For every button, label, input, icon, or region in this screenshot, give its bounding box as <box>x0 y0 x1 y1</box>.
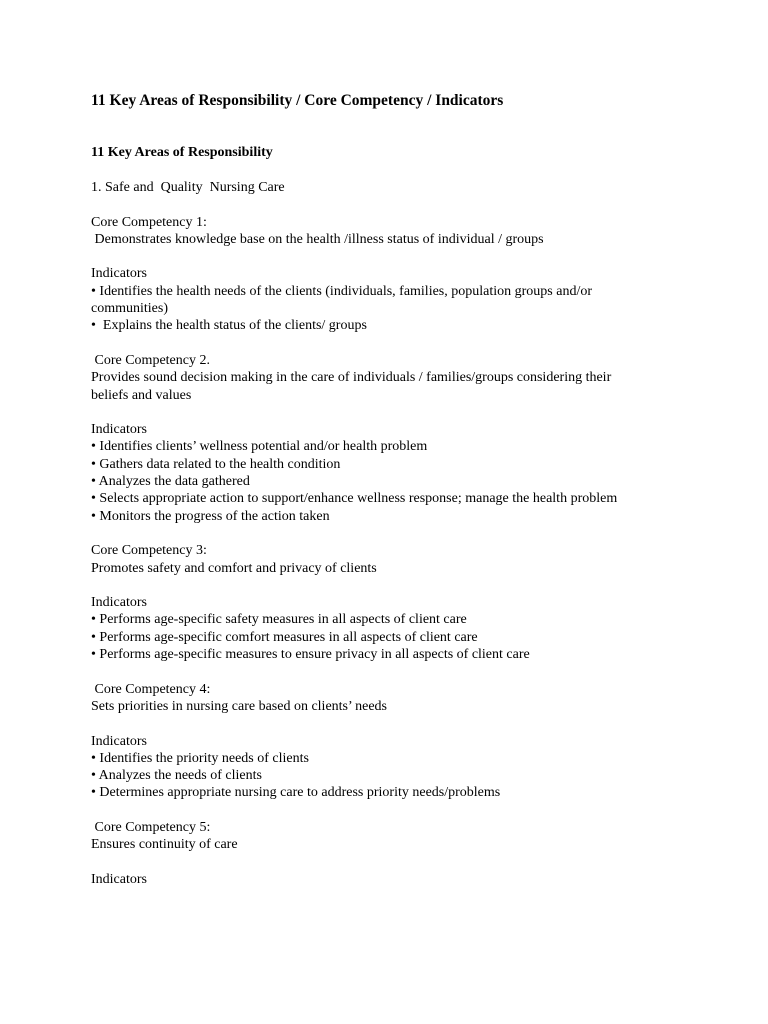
indicator-item: • Monitors the progress of the action taken <box>91 508 330 524</box>
competency-label: Core Competency 4: <box>91 681 211 697</box>
competency-description: beliefs and values <box>91 387 192 403</box>
indicator-item: • Analyzes the data gathered <box>91 474 250 490</box>
indicator-item: • Identifies the health needs of the clients (individuals, families, population groups and/or <box>91 283 593 299</box>
section-heading: 11 Key Areas of Responsibility <box>91 145 273 160</box>
indicator-item: • Identifies the priority needs of clients <box>91 750 309 766</box>
competency-label: Core Competency 5: <box>91 819 211 835</box>
indicator-item: • Explains the health status of the clients/ groups <box>91 318 367 334</box>
competency-description: Provides sound decision making in the care of individuals / families/groups considering their <box>91 370 612 386</box>
indicator-item: • Selects appropriate action to support/enhance wellness response; manage the health problem <box>91 491 618 507</box>
spacer <box>91 335 691 352</box>
competency-label: Core Competency 1: <box>91 214 207 230</box>
indicators-label: Indicators <box>91 266 147 282</box>
competency-description: Promotes safety and comfort and privacy of clients <box>91 560 377 576</box>
indicators-label: Indicators <box>91 595 147 611</box>
competency-description: Ensures continuity of care <box>91 837 238 853</box>
area-heading: 1. Safe and Quality Nursing Care <box>91 180 285 195</box>
competency-label: Core Competency 3: <box>91 543 207 559</box>
indicator-item: • Identifies clients’ wellness potential and/or health problem <box>91 439 428 455</box>
spacer <box>91 196 691 213</box>
indicator-item: • Determines appropriate nursing care to address priority needs/problems <box>91 785 501 801</box>
spacer <box>91 577 691 594</box>
indicators-label: Indicators <box>91 422 147 438</box>
indicator-item: • Analyzes the needs of clients <box>91 768 262 784</box>
spacer <box>91 854 691 871</box>
spacer <box>91 404 691 421</box>
indicator-item: • Performs age-specific safety measures in all aspects of client care <box>91 612 467 628</box>
document-title: 11 Key Areas of Responsibility / Core Competency / Indicators <box>91 92 504 109</box>
spacer <box>91 663 691 680</box>
competency-label: Core Competency 2. <box>91 352 210 368</box>
indicators-label: Indicators <box>91 871 147 887</box>
spacer <box>91 525 691 542</box>
spacer <box>91 248 691 265</box>
indicator-item: • Gathers data related to the health condition <box>91 456 341 472</box>
document-body <box>91 179 691 888</box>
competency-description: Demonstrates knowledge base on the health /illness status of individual / groups <box>91 231 544 247</box>
indicator-item: communities) <box>91 301 168 317</box>
indicator-item: • Performs age-specific comfort measures in all aspects of client care <box>91 629 478 645</box>
spacer <box>91 802 691 819</box>
indicators-label: Indicators <box>91 733 147 749</box>
spacer <box>91 715 691 732</box>
competency-description: Sets priorities in nursing care based on clients’ needs <box>91 698 387 714</box>
indicator-item: • Performs age-specific measures to ensure privacy in all aspects of client care <box>91 647 530 663</box>
